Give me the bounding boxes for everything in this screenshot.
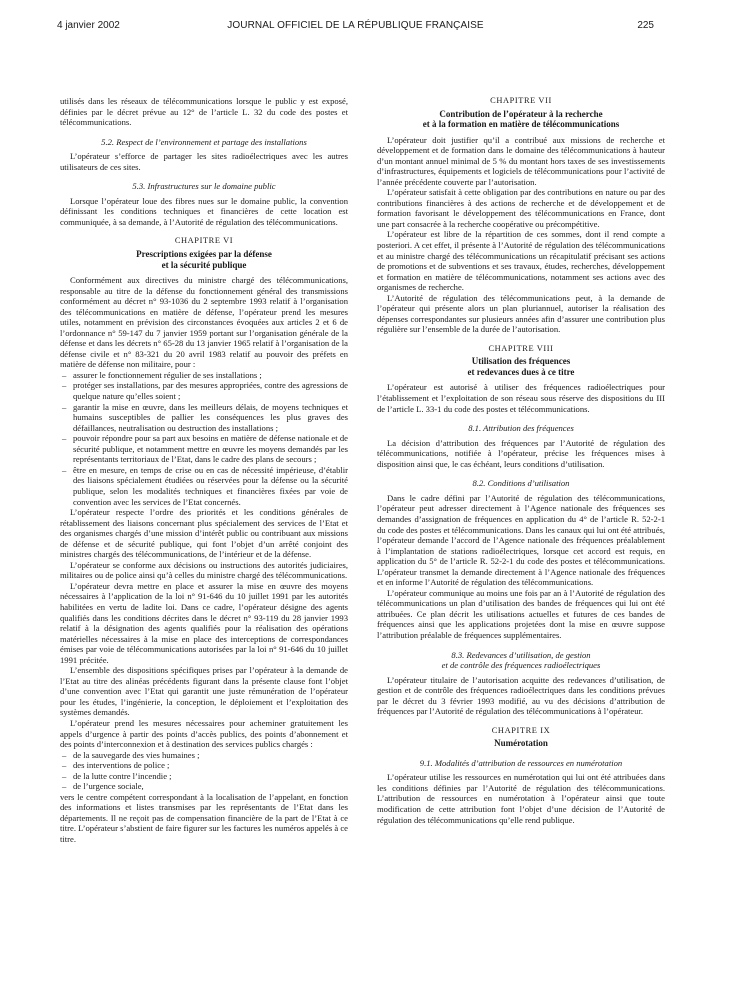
list-item: – pouvoir répondre pour sa part aux besoins en matière de défense nationale et de sécurité publique, et notamment mettre en œuvre les moyens demandés par les représentants territoriaux de l’Etat, dans le cadre des plans de secours ;: [60, 433, 348, 465]
paragraph: utilisés dans les réseaux de télécommunications lorsque le public y est exposé, définies par le décret prévue au 12° de l’article L. 32 du code des postes et télécommunications.: [60, 96, 348, 128]
list-item: – de la sauvegarde des vies humaines ;: [60, 750, 348, 761]
section-title: [377, 650, 665, 671]
chapter-title: Numérotation: [494, 738, 548, 749]
chapter-title-line: et redevances dues à ce titre: [467, 366, 575, 377]
paragraph: L’opérateur s’efforce de partager les sites radioélectriques avec les autres utilisateurs de ces sites.: [60, 151, 348, 172]
paragraph: Lorsque l’opérateur loue des fibres nues sur le domaine public, la convention définissant les conditions techniques et financières de cette location est communiquée, à sa demande, à l’Autorité de régulation des télécommunications.: [60, 195, 348, 227]
list-item: – protéger ses installations, par des mesures appropriées, contre des agressions de quelque nature qu’elles soient ;: [60, 380, 348, 401]
section-title: 9.1. Modalités d’attribution de ressources en numérotation: [419, 757, 623, 768]
list-item: – de la lutte contre l’incendie ;: [60, 771, 348, 782]
list-item: – assurer le fonctionnement régulier de ses installations ;: [60, 370, 348, 381]
bullet-list: [60, 750, 348, 792]
chapter-label: CHAPITRE VI: [174, 236, 234, 246]
right-column: [377, 96, 665, 825]
chapter-title: [377, 356, 665, 377]
paragraph: L’opérateur satisfait à cette obligation par des contributions en nature ou par des contributions financières à des actions de recherche et de développement et de formation favorisant le développement des télécommunications en France, dont une part consacrée à la recherche coopérative ou précompétitive.: [377, 187, 665, 229]
paragraph: L’opérateur communique au moins une fois par an à l’Autorité de régulation des télécommunications un plan d’utilisation des bandes de fréquences qui lui ont été attribuées. Ce plan décrit les utilisations actuelles et futures de ces bandes de fréquences ainsi que les applications projetées dont la mise en œuvre suppose l’attribution préalable de fréquences supplémentaires.: [377, 587, 665, 640]
chapter-title-line: Prescriptions exigées par la défense: [136, 249, 272, 260]
list-item: – des interventions de police ;: [60, 760, 348, 771]
list-item: – de l’urgence sociale,: [60, 781, 348, 792]
paragraph: La décision d’attribution des fréquences par l’Autorité de régulation des télécommunications, notifiée à l’opérateur, précise les fréquences mises à disposition ainsi que, le cas échéant, leurs conditions d’utilisation.: [377, 437, 665, 469]
paragraph: L’Autorité de régulation des télécommunications peut, à la demande de l’opérateur qui présente alors un plan pluriannuel, autoriser la réalisation des dépenses correspondantes sur plusieurs années afin d’assurer une contribution plus régulière sur l’ensemble de la durée de l’autorisation.: [377, 292, 665, 335]
paragraph: L’opérateur est autorisé à utiliser des fréquences radioélectriques pour l’établissement et l’exploitation de son réseau sous réserve des dispositions du III de l’article L. 33-1 du code des postes et télécommunications.: [377, 382, 665, 414]
paragraph: Dans le cadre défini par l’Autorité de régulation des télécommunications, l’opérateur peut adresser directement à l’Agence nationale des fréquences ses demandes d’assignation de fréquences en application du 4° de l’article R. 52-2-1 du code des postes et télécommunications. Dans les canaux qui lui ont été attribués, l’opérateur demande l’accord de l’Agence nationale des fréquences préalablement à l’implantation de stations radioélectriques, lorsque cet accord est requis, en application du 5° de l’article R. 52-2-1 du code des postes et télécommunications. L’opérateur transmet la demande directement à l’Agence nationale des fréquences et en informe l’Autorité de régulation des télécommunications.: [377, 492, 665, 588]
paragraph: L’opérateur devra mettre en place et assurer la mise en œuvre des moyens nécessaires à l’application de la loi n° 91-646 du 10 juillet 1991 par les autorités habilitées en vertu de ladite loi. Dans ce cadre, l’opérateur désigne des agents qualifiés dans les conditions décrites dans le décret n° 93-119 du 28 janvier 1993 relatif à la désignation des agents qualifiés pour la réalisation des opérations matérielles nécessaires à la mise en place des interceptions de correspondances émises par voie de télécommunications autorisées par la loi n° 91-646 du 10 juillet 1991 précitée.: [60, 580, 348, 665]
section-title-line: 8.3. Redevances d’utilisation, de gestion: [451, 649, 591, 660]
left-column: [60, 96, 348, 845]
list-item: – être en mesure, en temps de crise ou en cas de nécessité impérieuse, d’établir des liaisons spécialement étudiées ou réservées pour la défense ou la sécurité publique, selon les modalités techniques et financières fixées par voie de convention avec les services de l’Etat concernés.: [60, 465, 348, 507]
paragraph: L’opérateur se conforme aux décisions ou instructions des autorités judiciaires, militaires ou de police ainsi qu’à celles du ministre chargé des télécommunications.: [60, 559, 348, 581]
chapter-title-line: et la sécurité publique: [161, 259, 247, 270]
paragraph: Conformément aux directives du ministre chargé des télécommunications, responsable au titre de la défense du fonctionnement général des transmissions conformément au décret n° 93-1036 du 2 septembre 1993 relatif à l’organisation des télécommunications en matière de défense, l’opérateur prend les mesures utiles, notamment en prévision des circonstances évoquées aux articles 2 et 6 de l’ordonnance n° 59-147 du 7 janvier 1959 portant sur l’organisation générale de la défense et dans les décrets n° 65-28 du 13 janvier 1965 relatif à l’organisation de la défense civile et n° 83-321 du 20 avril 1983 relatif au pouvoir des préfets en matière de défense non militaire, pour :: [60, 275, 348, 370]
list-item: – garantir la mise en œuvre, dans les meilleurs délais, de moyens techniques et humains susceptibles de pallier les conséquences les plus graves des défaillances, neutralisation ou destruction des installations ;: [60, 402, 348, 434]
chapter-title-line: Utilisation des fréquences: [471, 356, 571, 367]
section-title: 8.2. Conditions d’utilisation: [472, 478, 570, 489]
issue-date: 4 janvier 2002: [57, 20, 120, 31]
section-title: 5.3. Infrastructures sur le domaine public: [132, 181, 276, 192]
bullet-list: [60, 370, 348, 507]
chapter-label: CHAPITRE VIII: [488, 343, 554, 353]
chapter-title-line: Contribution de l’opérateur à la recherche: [439, 108, 603, 119]
page-header: [57, 20, 654, 36]
chapter-title: [377, 109, 665, 130]
section-title-line: et de contrôle des fréquences radioélectriques: [441, 660, 601, 671]
paragraph: L’opérateur doit justifier qu’il a contribué aux missions de recherche et développement et de formation dans le domaine des télécommunications à hauteur d’un montant annuel minimal de 5 % du montant hors taxes de ses investissements d’infrastructures, équipements et logiciels de télécommunications pour l’activité de l’année précédente couverte par l’autorisation.: [377, 134, 665, 187]
paragraph: L’opérateur titulaire de l’autorisation acquitte des redevances d’utilisation, de gestion et de contrôle des fréquences radioélectriques dans les conditions prévues par le décret du 3 février 1993 modifié, au vu des décisions d’attribution de fréquences par l’Autorité de régulation des télécommunications à l’opérateur.: [377, 674, 665, 717]
section-title: 8.1. Attribution des fréquences: [468, 423, 574, 434]
paragraph: L’opérateur prend les mesures nécessaires pour acheminer gratuitement les appels d’urgence à partir des points d’accès publics, des points d’abonnement et des points d’interconnexion et à destination des services publics chargés :: [60, 717, 348, 750]
paragraph: L’opérateur respecte l’ordre des priorités et les conditions générales de rétablissement des liaisons concernant plus spécialement des services de l’Etat et des organismes chargés d’une mission d’intérêt public ou contribuant aux missions de défense et de sécurité publique, qui font l’objet d’un arrêté conjoint des ministres chargés des télécommunications, de l’intérieur et de la défense.: [60, 507, 348, 560]
section-title: 5.2. Respect de l’environnement et partage des installations: [101, 136, 307, 147]
paragraph: vers le centre compétent correspondant à la localisation de l’appelant, en fonction des informations et listes transmises par les représentants de l’Etat dans les départements. Il ne reçoit pas de compensation financière de la part de l’Etat à ce titre. L’opérateur s’abstient de faire figurer sur les factures les numéros appelés à ce titre.: [60, 791, 348, 844]
chapter-label: CHAPITRE IX: [491, 725, 551, 735]
chapter-label: CHAPITRE VII: [490, 96, 552, 105]
paragraph: L’ensemble des dispositions spécifiques prises par l’opérateur à la demande de l’Etat au titre des alinéas précédents figurant dans la présente clause font l’objet d’une convention avec l’Etat qui garantit une juste rémunération de l’opérateur pour les études, l’ingénierie, la conception, le déploiement et l’exploitation des systèmes demandés.: [60, 665, 348, 718]
page-number: 225: [637, 20, 654, 31]
chapter-title: [60, 249, 348, 270]
chapter-title-line: et à la formation en matière de télécommunications: [422, 119, 620, 130]
paragraph: L’opérateur est libre de la répartition de ces sommes, dont il rend compte a posteriori. A cet effet, il présente à l’Autorité de régulation des télécommunications et au ministre chargé des télécommunications un récapitulatif précisant ses actions de promotions et de subventions et ses travaux, études, recherches, développement et formation en matière de télécommunications, notamment ses actions avec des organismes de recherche.: [377, 229, 665, 293]
paragraph: L’opérateur utilise les ressources en numérotation qui lui ont été attribuées dans les conditions définies par l’Autorité de régulation des télécommunications. L’attribution de ressources en numérotation à l’opérateur ainsi que toute modification de cette attribution font l’objet d’une décision de l’Autorité de régulation des télécommunications qu’elle rend publique.: [377, 772, 665, 825]
journal-title: JOURNAL OFFICIEL DE LA RÉPUBLIQUE FRANÇAISE: [227, 20, 484, 31]
